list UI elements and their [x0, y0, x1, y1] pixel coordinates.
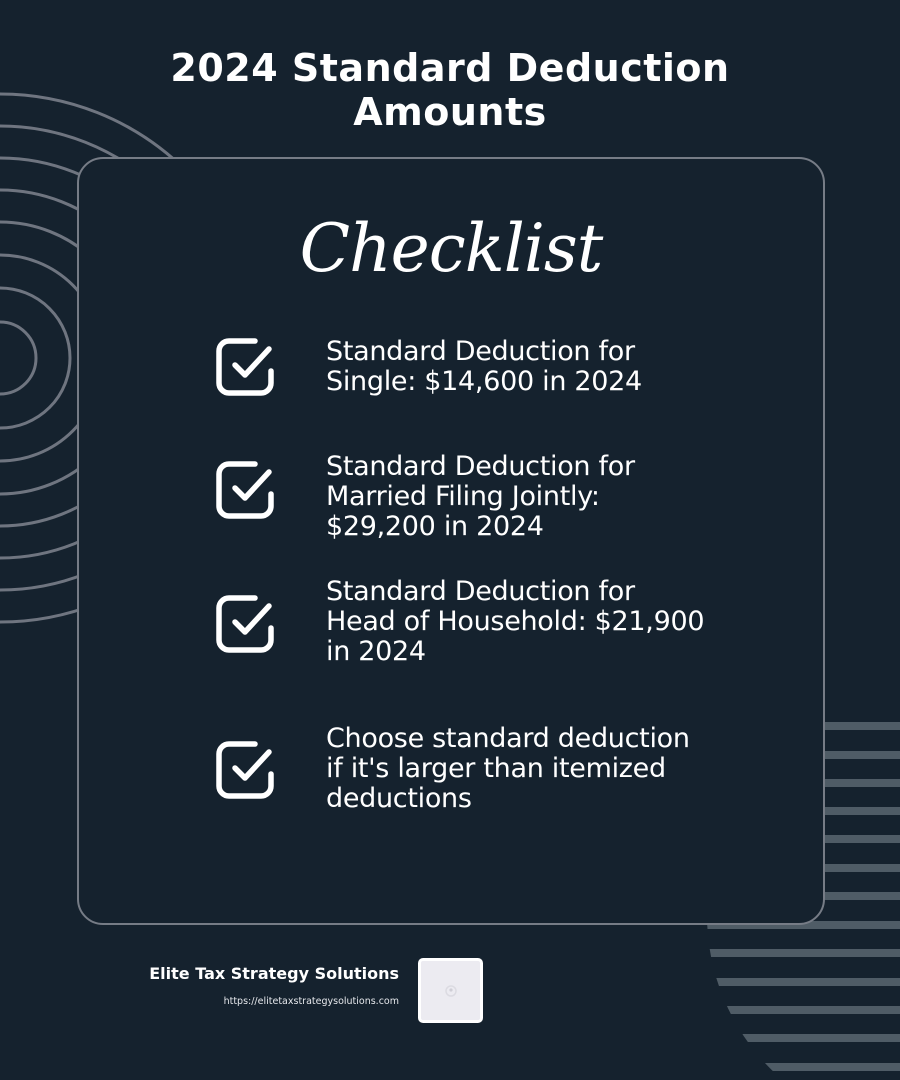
checklist-item-text: Standard Deduction for Head of Household: $21,900 in 2024: [326, 576, 705, 667]
page-title: [0, 46, 900, 134]
checklist-item-text: Standard Deduction for Married Filing Jointly: $29,200 in 2024: [326, 451, 635, 542]
checkbox-checked-icon: [215, 740, 275, 800]
brand-url-link[interactable]: https://elitetaxstrategysolutions.com: [223, 996, 399, 1007]
title-line-2: Amounts: [353, 90, 547, 134]
checklist-heading: Checklist: [299, 210, 603, 287]
brand-name: Elite Tax Strategy Solutions: [149, 964, 399, 983]
checklist-card: [77, 157, 825, 925]
checklist-item-text: Choose standard deduction if it's larger than itemized deductions: [326, 723, 690, 814]
brand-logo: [418, 958, 483, 1023]
brand-logo-icon: [444, 984, 458, 998]
title-line-1: 2024 Standard Deduction: [170, 46, 730, 90]
checkbox-checked-icon: [215, 460, 275, 520]
checklist-item-text: Standard Deduction for Single: $14,600 in 2024: [326, 336, 642, 397]
checkbox-checked-icon: [215, 594, 275, 654]
checkbox-checked-icon: [215, 337, 275, 397]
